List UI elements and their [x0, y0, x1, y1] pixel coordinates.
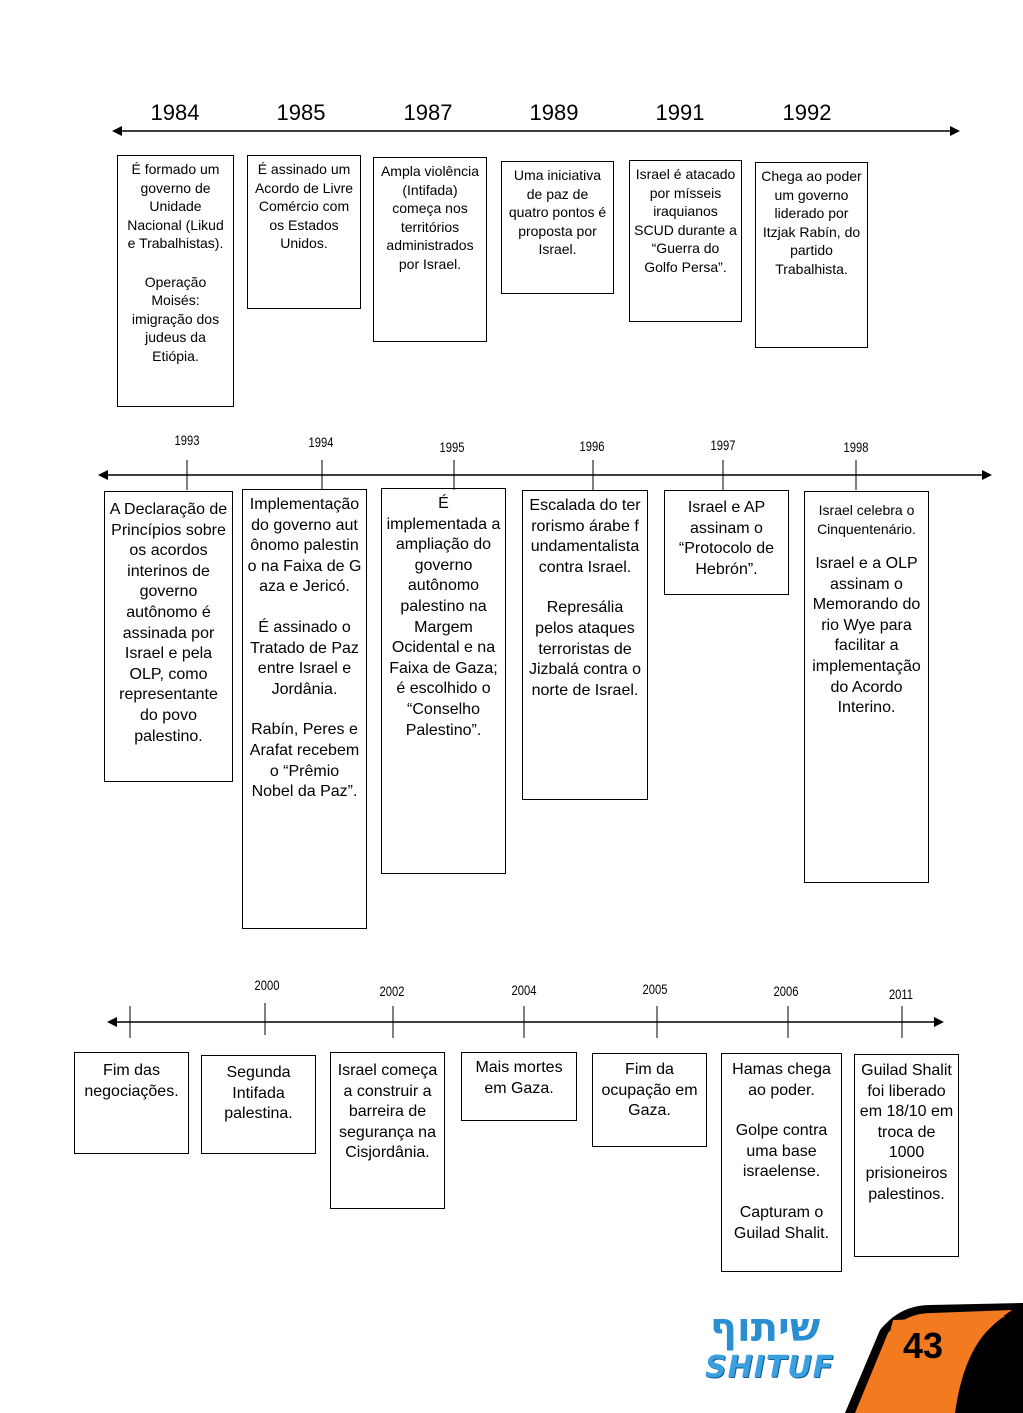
- year-label: 2006: [773, 983, 799, 999]
- year-label: 1987: [403, 100, 453, 125]
- event-box-2000: [201, 1055, 316, 1154]
- shituf-logo-latin: SHITUF: [705, 1350, 835, 1385]
- event-text: Chega ao poder um governo liderado por Itzjak Rabín, do partido Trabalhista.: [761, 168, 862, 277]
- year-label: 2004: [511, 982, 537, 998]
- shituf-logo-hebrew: שיתוף: [710, 1305, 821, 1351]
- timeline-1-axis: [112, 126, 960, 136]
- event-text: Guilad Shalit foi liberado em 18/10 em troca de 1000 prisioneiros palestinos.: [859, 1062, 954, 1203]
- event-text: Capturam o Guilad Shalit.: [733, 1203, 830, 1242]
- event-box-2006: [721, 1053, 842, 1272]
- event-box-1993: [104, 491, 233, 782]
- year-label: 1991: [655, 100, 705, 125]
- year-label: 1985: [276, 100, 326, 125]
- event-text: Hamas chega ao poder.: [732, 1061, 831, 1099]
- event-text: Israel é atacado por mísseis iraquianos SCUD durante a “Guerra do Golfo Persa”.: [634, 166, 737, 275]
- event-text: Rabín, Peres e Arafat recebem o “Prêmio Nobel da Paz”.: [249, 721, 360, 801]
- year-label: 1984: [150, 100, 200, 125]
- event-box-1994: [242, 489, 367, 929]
- year-label: 1997: [710, 437, 736, 453]
- event-text: Fim das negociações.: [84, 1062, 179, 1100]
- event-text: Fim da ocupação em Gaza.: [601, 1061, 698, 1120]
- event-box-1995: [381, 488, 506, 874]
- event-text: É assinado um Acordo de Livre Comércio com os Estados Unidos.: [254, 161, 354, 251]
- timeline-3-axis: [107, 1003, 944, 1038]
- event-text: É implementada a ampliação do governo autônomo palestino na Margem Ocidental e na Faixa de Gaza; é escolhido o “Conselho Palestino”.: [386, 495, 501, 739]
- event-text: Ampla violência (Intifada) começa nos territórios administrados por Israel.: [380, 163, 480, 272]
- event-box-2011: [854, 1054, 959, 1257]
- event-box-1996: [522, 490, 648, 800]
- year-label: 1992: [782, 100, 832, 125]
- event-text: Operação Moisés: imigração dos judeus da Etiópia.: [131, 273, 220, 364]
- event-box-1997: [664, 490, 789, 595]
- year-label: 2005: [642, 981, 668, 997]
- event-box-1984: [117, 155, 234, 407]
- event-text: Represália pelos ataques terroristas de Jizbalá contra o norte de Israel.: [528, 599, 642, 699]
- event-text: Israel e AP assinam o “Protocolo de Hebrón”.: [678, 499, 775, 578]
- year-label: 1989: [529, 100, 579, 125]
- event-text: Implementação do governo autônomo palestino na Faixa de Gaza e Jericó.: [247, 496, 362, 596]
- year-label: 1998: [843, 439, 869, 455]
- event-box-2004: [461, 1052, 577, 1121]
- event-box-1998: [804, 491, 929, 883]
- year-label: 1994: [308, 434, 334, 450]
- event-box-2005: [592, 1053, 707, 1147]
- event-box-1992: [755, 162, 868, 348]
- event-box-fim-negociacoes: [74, 1052, 189, 1154]
- event-text: A Declaração de Princípios sobre os acordos interinos de governo autônomo é assinada por Israel e pela OLP, como representante do povo palestino.: [109, 501, 228, 745]
- event-text: Israel e a OLP assinam o Memorando do rio Wye para facilitar a implementação do Acordo Interino.: [812, 555, 921, 717]
- event-text: Escalada do terrorismo árabe fundamentalista contra Israel.: [529, 497, 641, 576]
- event-text: Golpe contra uma base israelense.: [735, 1122, 828, 1181]
- timeline-2-axis: [98, 460, 992, 490]
- year-label: 1993: [174, 432, 200, 448]
- event-text: Israel começa a construir a barreira de segurança na Cisjordânia.: [337, 1062, 438, 1162]
- year-label: 2011: [888, 986, 914, 1002]
- event-text: É formado um governo de Unidade Nacional (Likud e Trabalhistas).: [127, 161, 224, 251]
- event-text: É assinado o Tratado de Paz entre Israel e Jordânia.: [250, 618, 359, 698]
- event-box-2002: [330, 1052, 445, 1209]
- event-box-1985: [247, 155, 361, 309]
- event-text: Israel celebra o Cinquentenário.: [817, 502, 916, 537]
- event-box-1991: [629, 160, 742, 322]
- year-label: 1995: [439, 439, 465, 455]
- page-number: 43: [903, 1325, 944, 1366]
- year-label: 2000: [254, 977, 280, 993]
- year-label: 2002: [379, 983, 405, 999]
- event-box-1987: [373, 157, 487, 342]
- event-text: Uma iniciativa de paz de quatro pontos é proposta por Israel.: [508, 167, 607, 257]
- year-label: 1996: [579, 438, 605, 454]
- event-text: Segunda Intifada palestina.: [224, 1064, 293, 1123]
- event-box-1989: [501, 161, 614, 294]
- event-text: Mais mortes em Gaza.: [475, 1059, 563, 1097]
